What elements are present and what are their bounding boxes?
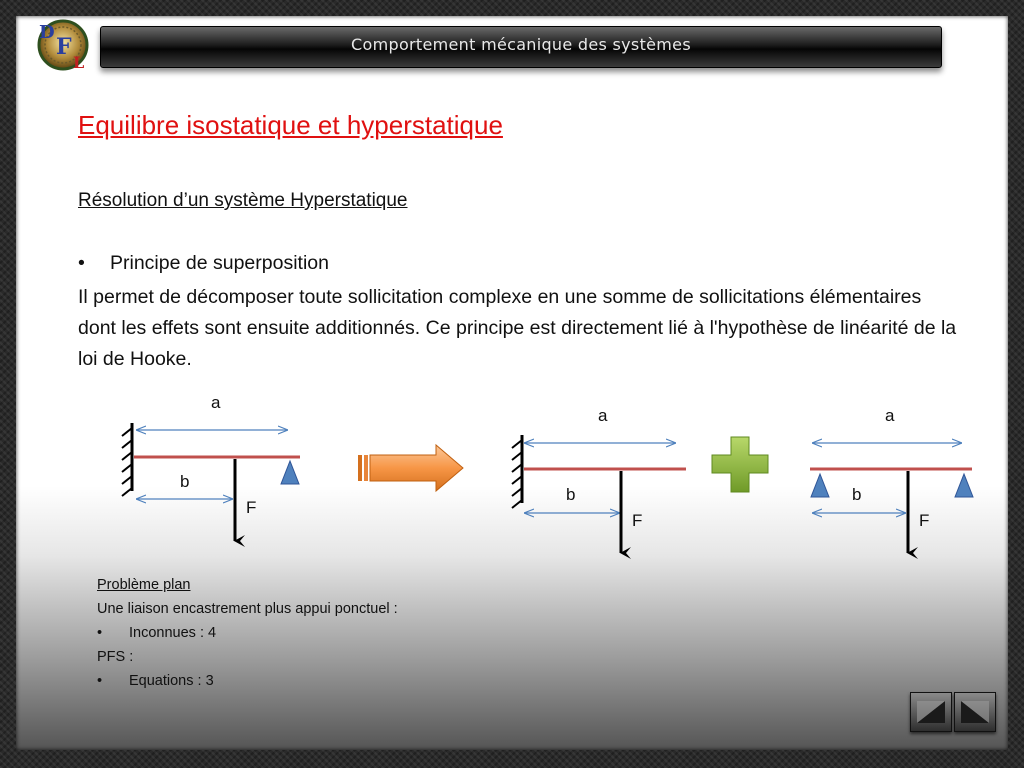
label-a-1: a	[211, 393, 221, 412]
label-b-2: b	[566, 485, 576, 504]
bullet-dot-icon: •	[78, 252, 85, 274]
logo-letter-l: L	[73, 53, 85, 72]
right-triangle-icon	[955, 693, 995, 731]
left-triangle-icon	[911, 693, 951, 731]
section-subheading: Résolution d’un système Hyperstatique	[78, 190, 408, 211]
label-a-2: a	[598, 406, 608, 425]
scheme-hyperstatic	[122, 393, 300, 541]
superposition-diagram	[90, 385, 990, 565]
logo-letter-d: D	[39, 22, 55, 43]
scheme-simply-supported	[810, 406, 973, 553]
label-f-1: F	[246, 498, 257, 517]
notes-title: Problème plan	[97, 577, 191, 593]
fixed-support-1	[122, 423, 132, 496]
notes-bullet-2	[97, 669, 398, 693]
label-f-2: F	[632, 511, 643, 530]
notes-bullet-2-text: Equations : 3	[129, 673, 214, 689]
title-bar	[100, 26, 942, 68]
point-support-3b	[955, 474, 973, 497]
body-paragraph: Il permet de décomposer toute sollicitation complexe en une somme de sollicitations élémentaires dont les effets sont ensuite additionnés. Ce principe est directement lié à l'hypothèse de linéarité de la loi de Hooke.	[78, 286, 957, 370]
next-slide-button[interactable]	[954, 692, 996, 732]
scheme-cantilever	[512, 406, 686, 553]
label-b-1: b	[180, 472, 190, 491]
fixed-support-2	[512, 435, 522, 508]
notes-bullet-1	[97, 621, 398, 645]
label-b-3: b	[852, 485, 862, 504]
page-heading: Equilibre isostatique et hyperstatique	[78, 110, 503, 140]
bullet-dot-icon: •	[97, 673, 103, 689]
bullet-dot-icon: •	[97, 625, 103, 641]
logo-letter-f: F	[56, 34, 72, 60]
label-f-3: F	[919, 511, 930, 530]
notes-line-1: Une liaison encastrement plus appui ponctuel :	[97, 601, 398, 617]
point-support-1	[281, 461, 299, 484]
orange-arrow-icon	[358, 445, 463, 491]
slide-title: Comportement mécanique des systèmes	[351, 35, 691, 54]
point-support-3a	[811, 474, 829, 497]
plus-icon	[712, 437, 768, 492]
previous-slide-button[interactable]	[910, 692, 952, 732]
notes-block	[97, 573, 398, 693]
label-a-3: a	[885, 406, 895, 425]
logo	[36, 18, 90, 72]
notes-line-2: PFS :	[97, 649, 134, 665]
bullet-text: Principe de superposition	[110, 252, 329, 274]
notes-bullet-1-text: Inconnues : 4	[129, 625, 217, 641]
bullet-item	[78, 252, 329, 275]
